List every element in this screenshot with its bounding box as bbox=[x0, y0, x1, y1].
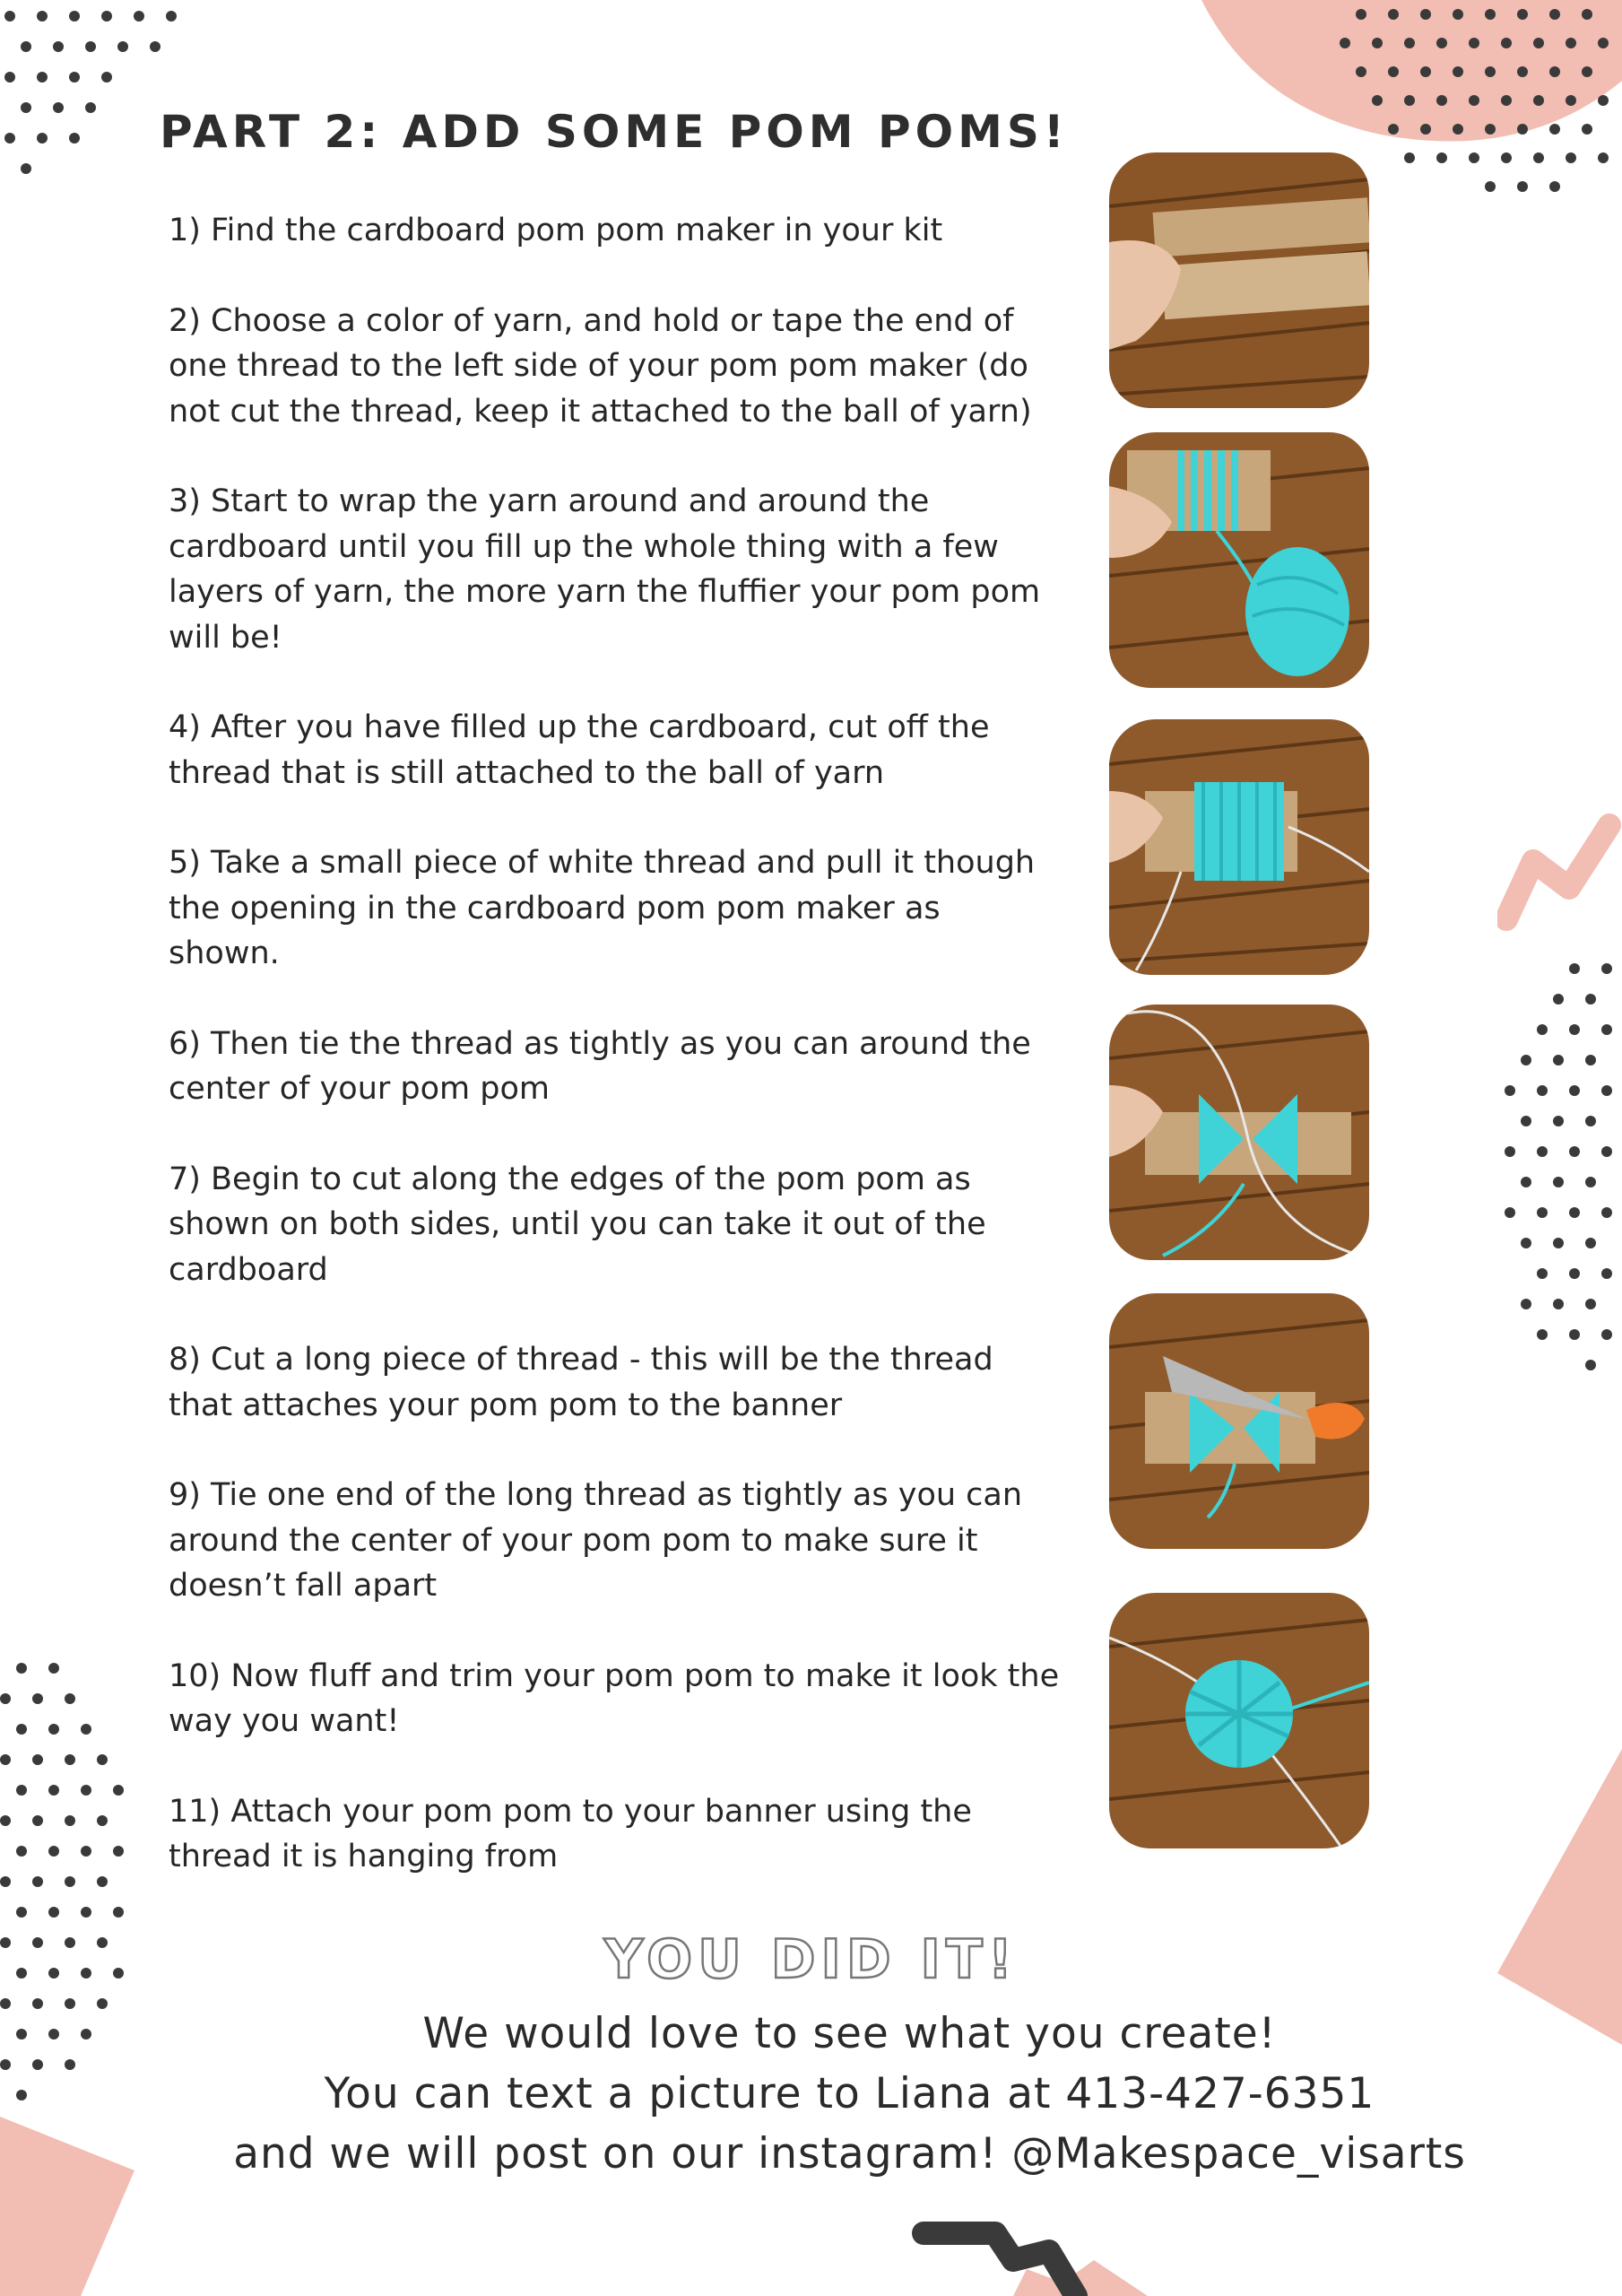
decor-dot bbox=[1340, 38, 1350, 48]
decor-dot bbox=[65, 1693, 75, 1704]
decor-dot bbox=[1569, 1329, 1580, 1340]
right-pink-triangle bbox=[1497, 1749, 1622, 2045]
decor-dot bbox=[32, 1754, 43, 1765]
decor-dot bbox=[1601, 1085, 1612, 1096]
decor-dot bbox=[113, 1846, 124, 1857]
step-10: 10) Now fluff and trim your pom pom to make it look the way you want! bbox=[169, 1657, 1060, 1739]
decor-dot bbox=[1453, 124, 1463, 135]
decor-dot bbox=[53, 41, 64, 52]
decor-dot bbox=[1537, 1329, 1548, 1340]
decor-dot bbox=[81, 1724, 91, 1735]
decor-dot bbox=[1521, 1299, 1531, 1309]
decor-dot bbox=[1501, 152, 1512, 163]
decor-dot bbox=[69, 11, 80, 22]
decor-dot bbox=[150, 41, 160, 52]
closing-message bbox=[0, 2004, 1622, 2184]
decor-dot bbox=[1517, 66, 1528, 77]
decor-dot bbox=[81, 1846, 91, 1857]
decor-dot bbox=[1533, 95, 1544, 106]
decor-dot bbox=[0, 1693, 11, 1704]
decor-dot bbox=[69, 133, 80, 144]
decor-dot bbox=[1549, 66, 1560, 77]
decor-dot bbox=[1372, 95, 1383, 106]
step-2: 2) Choose a color of yarn, and hold or tape the end of one thread to the left side of your pom pom maker (do not cut the thread, keep it attached to the ball of yarn) bbox=[169, 302, 1032, 430]
decor-dot bbox=[1501, 95, 1512, 106]
decor-dot bbox=[117, 41, 128, 52]
decor-dot bbox=[1582, 66, 1592, 77]
decor-dot bbox=[1372, 38, 1383, 48]
decor-dot bbox=[1601, 1146, 1612, 1157]
decor-dot bbox=[1553, 1299, 1564, 1309]
decor-dot bbox=[16, 1907, 27, 1918]
decor-dot bbox=[1533, 38, 1544, 48]
decor-dot bbox=[1582, 124, 1592, 135]
decor-dot bbox=[1585, 1177, 1596, 1187]
decor-dot bbox=[1566, 95, 1576, 106]
decor-dot bbox=[4, 11, 15, 22]
decor-dot bbox=[1549, 181, 1560, 192]
step-1: 1) Find the cardboard pom pom maker in your kit bbox=[169, 213, 943, 248]
decor-dot bbox=[101, 72, 112, 83]
decor-dot bbox=[1356, 66, 1366, 77]
decor-dot bbox=[1521, 1238, 1531, 1248]
decor-dot bbox=[1420, 124, 1431, 135]
decor-dot bbox=[21, 41, 31, 52]
photo-wrapping-yarn bbox=[1109, 432, 1369, 688]
decor-dot bbox=[1469, 38, 1479, 48]
decor-dot bbox=[48, 1846, 59, 1857]
decor-dot bbox=[1549, 124, 1560, 135]
decor-dot bbox=[1553, 1238, 1564, 1248]
decor-dot bbox=[1537, 1146, 1548, 1157]
decor-dot bbox=[1533, 152, 1544, 163]
decor-dot bbox=[85, 41, 96, 52]
photo-finished-pom-pom bbox=[1109, 1593, 1369, 1848]
step-5: 5) Take a small piece of white thread and pull it though the opening in the cardboard pom pom maker as shown. bbox=[169, 845, 1036, 971]
decor-dot bbox=[97, 1754, 108, 1765]
decor-dot bbox=[1585, 994, 1596, 1004]
decor-dot bbox=[1388, 9, 1399, 20]
decor-dot bbox=[37, 133, 48, 144]
decor-dot bbox=[1521, 1177, 1531, 1187]
decor-dot bbox=[48, 1663, 59, 1674]
decor-dot bbox=[37, 11, 48, 22]
decor-dot bbox=[1582, 9, 1592, 20]
decor-dot bbox=[16, 1724, 27, 1735]
decor-dot bbox=[1485, 181, 1496, 192]
decor-dot bbox=[21, 102, 31, 113]
decor-dot bbox=[113, 1785, 124, 1796]
right-pink-zigzag bbox=[1497, 807, 1622, 933]
decor-dot bbox=[1601, 1329, 1612, 1340]
decor-dot bbox=[1569, 1207, 1580, 1218]
decor-dot bbox=[1537, 1085, 1548, 1096]
decor-dot bbox=[101, 11, 112, 22]
decor-dot bbox=[1485, 9, 1496, 20]
decor-dot bbox=[1388, 124, 1399, 135]
step-3: 3) Start to wrap the yarn around and around the cardboard until you fill up the whole thing with a few layers of yarn, the more yarn the fluffier your pom pom will be! bbox=[169, 483, 1041, 656]
photo-tied-center bbox=[1109, 1004, 1369, 1260]
decor-dot bbox=[65, 1754, 75, 1765]
tied-center-photo-icon bbox=[1109, 1004, 1369, 1260]
decor-dot bbox=[1436, 152, 1447, 163]
photo-filled-cardboard bbox=[1109, 719, 1369, 975]
decor-dot bbox=[1598, 152, 1609, 163]
decor-dot bbox=[1404, 152, 1415, 163]
decor-dot bbox=[1553, 1116, 1564, 1126]
decor-dot bbox=[1453, 66, 1463, 77]
decor-dot bbox=[65, 1815, 75, 1826]
decor-dot bbox=[97, 1815, 108, 1826]
decor-dot bbox=[1601, 1207, 1612, 1218]
decor-dot bbox=[1521, 1055, 1531, 1065]
decor-dot bbox=[1553, 994, 1564, 1004]
decor-dot bbox=[1485, 66, 1496, 77]
decor-dot bbox=[1505, 1207, 1515, 1218]
decor-dot bbox=[65, 1876, 75, 1887]
decor-dot bbox=[1517, 181, 1528, 192]
decor-dot bbox=[21, 163, 31, 174]
decor-dot bbox=[1601, 1268, 1612, 1279]
decor-dot bbox=[1549, 9, 1560, 20]
decor-dot bbox=[1436, 95, 1447, 106]
decor-dot bbox=[1585, 1238, 1596, 1248]
decor-dot bbox=[1517, 124, 1528, 135]
decor-dot bbox=[134, 11, 144, 22]
decor-dot bbox=[1404, 38, 1415, 48]
decor-dot bbox=[97, 1876, 108, 1887]
decor-dot bbox=[16, 1846, 27, 1857]
decor-dot bbox=[1585, 1360, 1596, 1370]
decor-dot bbox=[48, 1724, 59, 1735]
decor-dot bbox=[1521, 1116, 1531, 1126]
decor-dot bbox=[1601, 963, 1612, 974]
decor-dot bbox=[1569, 1024, 1580, 1035]
instruction-steps bbox=[169, 208, 1065, 1925]
wrapping-yarn-photo-icon bbox=[1109, 432, 1369, 688]
decor-dot bbox=[1553, 1177, 1564, 1187]
decor-dot bbox=[166, 11, 177, 22]
decor-dot bbox=[1585, 1299, 1596, 1309]
decor-dot bbox=[1505, 1085, 1515, 1096]
photo-cutting-edges bbox=[1109, 1293, 1369, 1549]
decor-dot bbox=[1469, 95, 1479, 106]
step-7: 7) Begin to cut along the edges of the pom pom as shown on both sides, until you can take it out of the cardboard bbox=[169, 1161, 986, 1288]
decor-dot bbox=[1505, 1146, 1515, 1157]
decor-dot bbox=[81, 1907, 91, 1918]
decor-dot bbox=[32, 1876, 43, 1887]
decor-dot bbox=[48, 1907, 59, 1918]
decor-dot bbox=[53, 102, 64, 113]
cutting-edges-photo-icon bbox=[1109, 1293, 1369, 1549]
closing-line-3: and we will post on our instagram! @Makespace_visarts bbox=[233, 2129, 1466, 2179]
decor-dot bbox=[16, 1663, 27, 1674]
decor-dot bbox=[1601, 1024, 1612, 1035]
closing-line-2: You can text a picture to Liana at 413-427-6351 bbox=[324, 2069, 1375, 2118]
decor-dot bbox=[1569, 963, 1580, 974]
decor-dot bbox=[1566, 38, 1576, 48]
decor-dot bbox=[1598, 38, 1609, 48]
decor-dot bbox=[1598, 95, 1609, 106]
decor-dot bbox=[1501, 38, 1512, 48]
decor-dot bbox=[1537, 1024, 1548, 1035]
step-8: 8) Cut a long piece of thread - this will be the thread that attaches your pom pom to the banner bbox=[169, 1342, 993, 1423]
decor-dot bbox=[0, 1815, 11, 1826]
decor-dot bbox=[1404, 95, 1415, 106]
decor-dot bbox=[1569, 1146, 1580, 1157]
decor-dot bbox=[1517, 9, 1528, 20]
decor-dot bbox=[37, 72, 48, 83]
step-4: 4) After you have filled up the cardboard, cut off the thread that is still attached to the ball of yarn bbox=[169, 709, 990, 791]
decor-dot bbox=[1537, 1207, 1548, 1218]
page-title: PART 2: ADD SOME POM POMS! bbox=[160, 106, 1069, 158]
decor-dot bbox=[1485, 124, 1496, 135]
decor-dot bbox=[1569, 1268, 1580, 1279]
decor-dot bbox=[1356, 9, 1366, 20]
decor-dot bbox=[0, 1876, 11, 1887]
step-6: 6) Then tie the thread as tightly as you can around the center of your pom pom bbox=[169, 1025, 1031, 1107]
decor-dot bbox=[4, 133, 15, 144]
decor-dot bbox=[1537, 1268, 1548, 1279]
step-11: 11) Attach your pom pom to your banner using the thread it is hanging from bbox=[169, 1793, 972, 1874]
decor-dot bbox=[1453, 9, 1463, 20]
decor-dot bbox=[1436, 38, 1447, 48]
decor-dot bbox=[1553, 1055, 1564, 1065]
decor-dot bbox=[48, 1785, 59, 1796]
decor-dot bbox=[113, 1907, 124, 1918]
decor-dot bbox=[4, 72, 15, 83]
filled-cardboard-photo-icon bbox=[1109, 719, 1369, 975]
decor-dot bbox=[81, 1785, 91, 1796]
decor-dot bbox=[1566, 152, 1576, 163]
you-did-it-heading: YOU DID IT! bbox=[603, 1928, 1019, 1991]
decor-dot bbox=[32, 1815, 43, 1826]
step-9: 9) Tie one end of the long thread as tightly as you can around the center of your pom pom to make sure it doesn’t fall apart bbox=[169, 1477, 1023, 1604]
decor-dot bbox=[0, 1754, 11, 1765]
decor-dot bbox=[69, 72, 80, 83]
bottom-zigzag bbox=[906, 2206, 1175, 2296]
decor-dot bbox=[32, 1693, 43, 1704]
decor-dot bbox=[1420, 9, 1431, 20]
decor-dot bbox=[1569, 1085, 1580, 1096]
decor-dot bbox=[85, 102, 96, 113]
finished-pom-pom-photo-icon bbox=[1109, 1593, 1369, 1848]
photo-cardboard-maker bbox=[1109, 152, 1369, 408]
closing-line-1: We would love to see what you create! bbox=[422, 2009, 1277, 2058]
decor-dot bbox=[1585, 1055, 1596, 1065]
decor-dot bbox=[1585, 1116, 1596, 1126]
cardboard-pom-pom-maker-photo-icon bbox=[1109, 152, 1369, 408]
decor-dot bbox=[16, 1785, 27, 1796]
decor-dot bbox=[1469, 152, 1479, 163]
decor-dot bbox=[1420, 66, 1431, 77]
decor-dot bbox=[1388, 66, 1399, 77]
